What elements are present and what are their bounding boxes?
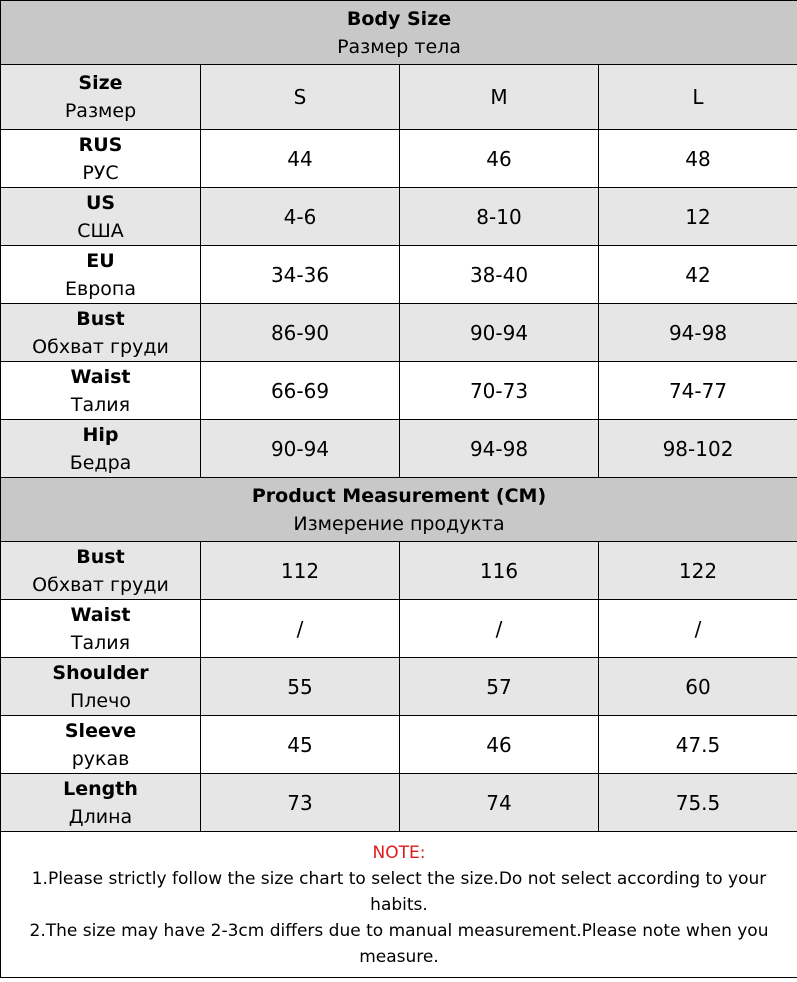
body-size-title: Body Size	[346, 7, 452, 30]
table-cell: 55	[201, 658, 400, 716]
table-cell: 75.5	[599, 774, 797, 832]
note-line: 2.The size may have 2-3cm differs due to manual measurement.Please note when you measure.	[29, 920, 769, 967]
row-label-ru: рукав	[71, 747, 130, 770]
note-cell	[1, 832, 797, 978]
note-title: NOTE:	[372, 842, 426, 863]
table-cell: 90-94	[201, 420, 400, 478]
table-cell: 46	[400, 716, 599, 774]
row-label-cell	[1, 774, 201, 832]
table-row	[1, 188, 797, 246]
table-row	[1, 774, 797, 832]
table-cell: /	[201, 600, 400, 658]
row-label-ru: Европа	[65, 277, 136, 300]
row-label-en: Size	[78, 72, 123, 94]
table-cell: 122	[599, 542, 797, 600]
row-label-en: Bust	[76, 545, 125, 568]
table-cell: 98-102	[599, 420, 797, 478]
row-label-ru: Обхват груди	[32, 335, 169, 358]
table-row	[1, 304, 797, 362]
row-label-en: Length	[63, 777, 138, 800]
table-cell: 116	[400, 542, 599, 600]
table-cell: 73	[201, 774, 400, 832]
body-size-subtitle: Размер тела	[337, 35, 461, 58]
table-cell: 86-90	[201, 304, 400, 362]
row-label-ru: Размер	[64, 100, 137, 122]
row-label-cell	[1, 65, 201, 130]
row-label-cell	[1, 600, 201, 658]
table-cell: 70-73	[400, 362, 599, 420]
row-label-cell	[1, 362, 201, 420]
table-row	[1, 246, 797, 304]
table-cell: 8-10	[400, 188, 599, 246]
table-row	[1, 658, 797, 716]
note-row	[1, 832, 797, 978]
table-row	[1, 362, 797, 420]
size-column-header: M	[400, 65, 599, 130]
table-row	[1, 420, 797, 478]
table-cell: 90-94	[400, 304, 599, 362]
row-label-cell	[1, 304, 201, 362]
table-cell: 38-40	[400, 246, 599, 304]
row-label-en: Bust	[76, 307, 125, 330]
size-column-header: S	[201, 65, 400, 130]
row-label-en: Shoulder	[52, 661, 149, 684]
row-label-cell	[1, 246, 201, 304]
row-label-ru: США	[77, 219, 124, 242]
table-cell: 44	[201, 130, 400, 188]
table-row	[1, 716, 797, 774]
row-label-cell	[1, 716, 201, 774]
row-label-cell	[1, 420, 201, 478]
table-cell: 47.5	[599, 716, 797, 774]
size-column-header: L	[599, 65, 797, 130]
row-label-cell	[1, 130, 201, 188]
table-cell: 60	[599, 658, 797, 716]
row-label-en: US	[85, 191, 116, 214]
product-measurement-title: Product Measurement (CM)	[251, 484, 547, 507]
table-cell: 74-77	[599, 362, 797, 420]
row-label-ru: Талия	[70, 631, 131, 654]
row-label-ru: Бедра	[69, 451, 132, 474]
size-header-row	[1, 65, 797, 130]
table-cell: 12	[599, 188, 797, 246]
table-cell: 42	[599, 246, 797, 304]
table-cell: 112	[201, 542, 400, 600]
table-row	[1, 130, 797, 188]
table-cell: 66-69	[201, 362, 400, 420]
table-cell: 34-36	[201, 246, 400, 304]
product-measurement-section-header	[1, 478, 797, 542]
table-cell: 94-98	[400, 420, 599, 478]
table-cell: 4-6	[201, 188, 400, 246]
row-label-en: Sleeve	[64, 719, 137, 742]
row-label-en: Waist	[70, 603, 131, 626]
row-label-ru: РУС	[82, 161, 119, 184]
note-line: 1.Please strictly follow the size chart to select the size.Do not select according to your habits.	[31, 868, 767, 915]
table-cell: /	[400, 600, 599, 658]
product-measurement-header-cell	[1, 478, 797, 542]
row-label-en: Hip	[82, 423, 119, 446]
table-cell: 94-98	[599, 304, 797, 362]
table-cell: 48	[599, 130, 797, 188]
row-label-cell	[1, 188, 201, 246]
body-size-section-header	[1, 1, 797, 65]
table-row	[1, 600, 797, 658]
product-measurement-subtitle: Измерение продукта	[293, 512, 505, 535]
row-label-ru: Плечо	[70, 689, 131, 712]
row-label-ru: Длина	[68, 805, 133, 828]
row-label-ru: Обхват груди	[32, 573, 169, 596]
table-cell: 57	[400, 658, 599, 716]
row-label-cell	[1, 542, 201, 600]
table-cell: /	[599, 600, 797, 658]
table-cell: 46	[400, 130, 599, 188]
row-label-ru: Талия	[70, 393, 131, 416]
row-label-en: RUS	[78, 133, 123, 156]
row-label-en: EU	[86, 249, 115, 272]
table-row	[1, 542, 797, 600]
table-cell: 45	[201, 716, 400, 774]
table-cell: 74	[400, 774, 599, 832]
row-label-cell	[1, 658, 201, 716]
row-label-en: Waist	[70, 365, 131, 388]
body-size-header-cell	[1, 1, 797, 65]
